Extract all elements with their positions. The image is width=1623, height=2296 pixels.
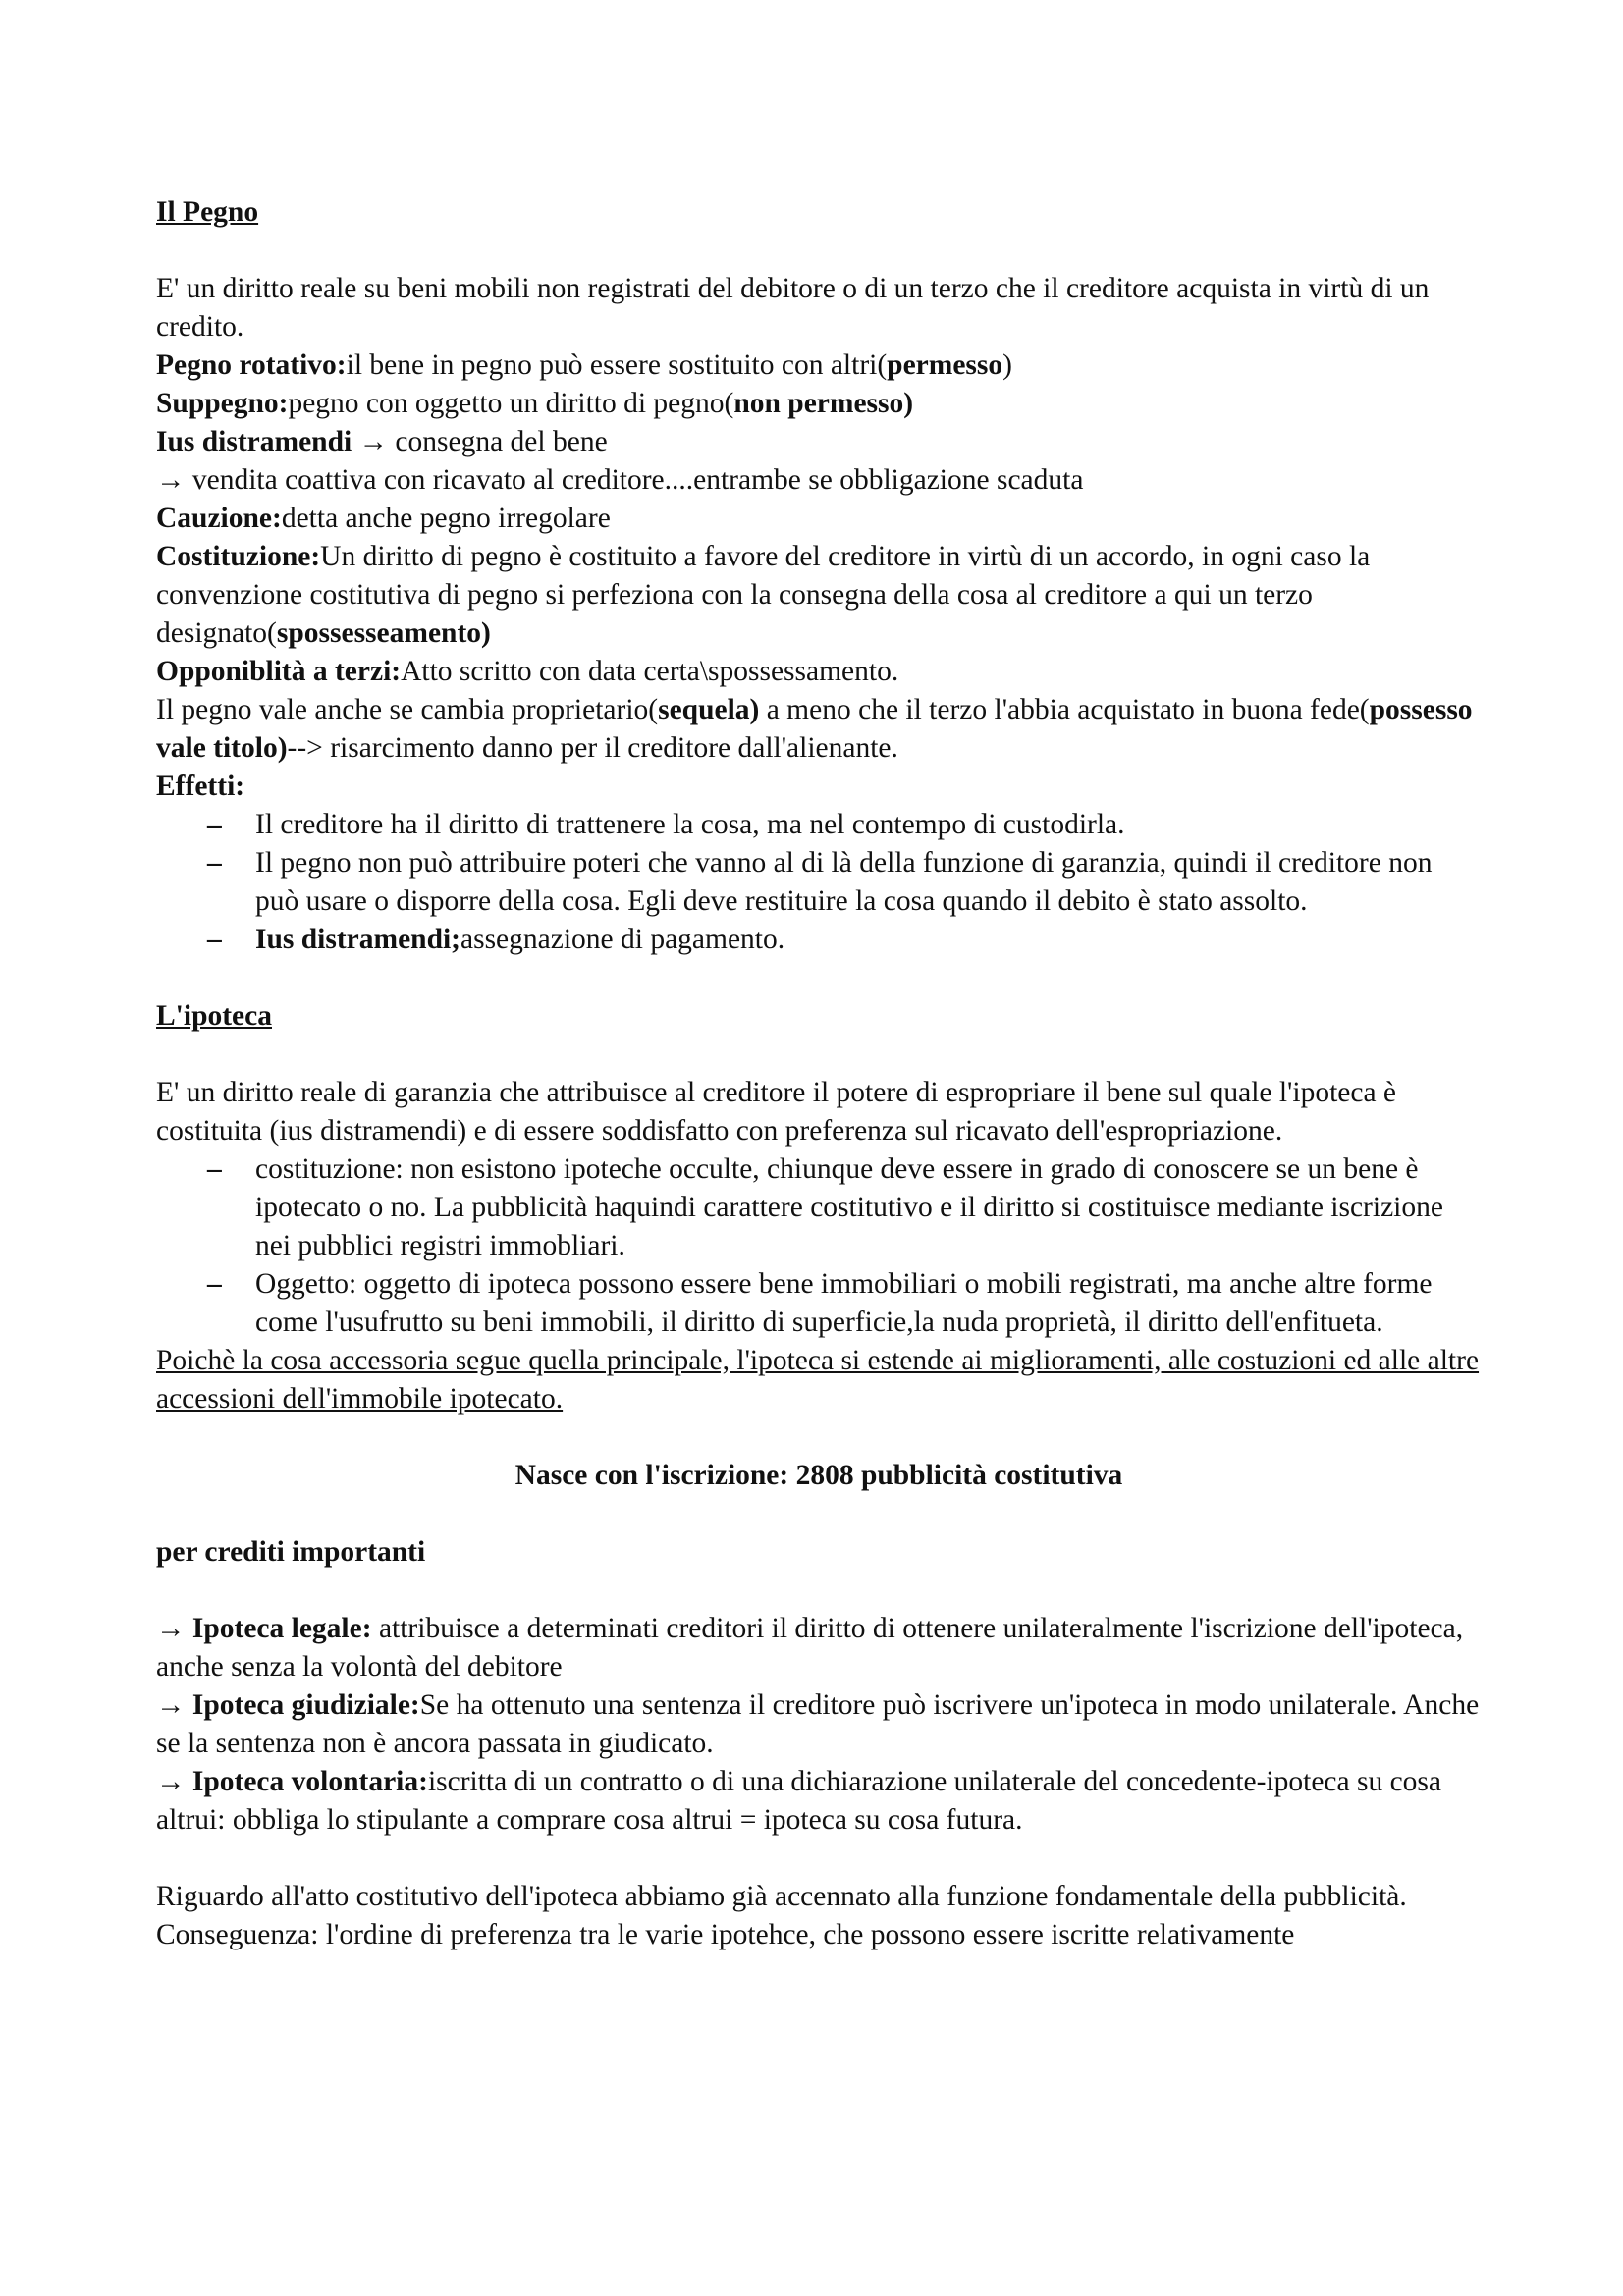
ipoteca-nasce: Nasce con l'iscrizione: 2808 pubblicità costitutiva bbox=[514, 1460, 1123, 1491]
arrow-icon: → bbox=[156, 1613, 192, 1644]
ipoteca-list bbox=[156, 1150, 1482, 1342]
list-item: – Oggetto: oggetto di ipoteca possono essere bene immobiliari o mobili registrati, ma anche altre forme come l'usufrutto su beni immobili, il diritto di superficie,la nuda proprietà, il diritto dell'enfitueta. bbox=[156, 1265, 1482, 1342]
list-item: – Il creditore ha il diritto di trattenere la cosa, ma nel contempo di custodirla. bbox=[156, 806, 1482, 844]
effetti-list bbox=[156, 806, 1482, 959]
arrow-icon: → bbox=[352, 426, 396, 457]
list-item: – Ius distramendi;assegnazione di pagamento. bbox=[156, 921, 1482, 959]
pegno-sequela: Il pegno vale anche se cambia proprietario(sequela) a meno che il terzo l'abbia acquistato in buona fede(possesso vale titolo)--> risarcimento danno per il creditore dall'alienante. bbox=[156, 694, 1473, 764]
ipoteca-volontaria: → Ipoteca volontaria:iscritta di un contratto o di una dichiarazione unilaterale del concedente-ipoteca su cosa altrui: obbliga lo stipulante a comprare cosa altrui = ipoteca su cosa futura. bbox=[156, 1766, 1442, 1836]
pegno-suppegno: Suppegno:pegno con oggetto un diritto di pegno(non permesso) bbox=[156, 388, 914, 419]
ipoteca-crediti: per crediti importanti bbox=[156, 1536, 426, 1568]
effetti-label: Effetti: bbox=[156, 771, 245, 802]
arrow-icon: → bbox=[156, 1766, 192, 1797]
pegno-rotativo: Pegno rotativo:il bene in pegno può essere sostituito con altri(permesso) bbox=[156, 349, 1012, 381]
ipoteca-legale: → Ipoteca legale: attribuisce a determinati creditori il diritto di ottenere unilateralmente l'iscrizione dell'ipoteca, anche senza la volontà del debitore bbox=[156, 1613, 1464, 1682]
ipoteca-conseguenza: Conseguenza: l'ordine di preferenza tra le varie ipotehce, che possono essere iscritte relativamente bbox=[156, 1919, 1295, 1950]
ipoteca-riguardo: Riguardo all'atto costitutivo dell'ipoteca abbiamo già accennato alla funzione fondamentale della pubblicità. bbox=[156, 1881, 1407, 1912]
arrow-icon: → bbox=[156, 1689, 192, 1721]
pegno-ius: Ius distramendi → consegna del bene bbox=[156, 426, 608, 457]
pegno-intro: E' un diritto reale su beni mobili non registrati del debitore o di un terzo che il creditore acquista in virtù di un credito. bbox=[156, 273, 1430, 343]
pegno-opponibilita: Opponiblità a terzi:Atto scritto con data certa\spossessamento. bbox=[156, 656, 899, 687]
document-body bbox=[156, 193, 1482, 1954]
list-item: – costituzione: non esistono ipoteche occulte, chiunque deve essere in grado di conoscere se un bene è ipotecato o no. La pubblicità haquindi carattere costitutivo e il diritto si costituisce mediante iscrizione nei pubblici registri immobliari. bbox=[156, 1150, 1482, 1265]
ipoteca-accessioni: Poichè la cosa accessoria segue quella principale, l'ipoteca si estende ai miglioramenti, alle costuzioni ed alle altre accessioni dell'immobile ipotecato. bbox=[156, 1345, 1480, 1415]
section-title-pegno: Il Pegno bbox=[156, 196, 259, 228]
section-title-ipoteca: L'ipoteca bbox=[156, 1000, 272, 1032]
ipoteca-giudiziale: → Ipoteca giudiziale:Se ha ottenuto una sentenza il creditore può iscrivere un'ipoteca in modo unilaterale. Anche se la sentenza non è ancora passata in giudicato. bbox=[156, 1689, 1480, 1759]
pegno-cauzione: Cauzione:detta anche pegno irregolare bbox=[156, 503, 611, 534]
ipoteca-intro: E' un diritto reale di garanzia che attribuisce al creditore il potere di espropriare il bene sul quale l'ipoteca è costituita (ius distramendi) e di essere soddisfatto con preferenza sul ricavato dell'espropriazione. bbox=[156, 1077, 1397, 1147]
pegno-costituzione: Costituzione:Un diritto di pegno è costituito a favore del creditore in virtù di un accordo, in ogni caso la convenzione costitutiva di pegno si perfeziona con la consegna della cosa al creditore a qui un terzo designato(spossesseamento) bbox=[156, 541, 1371, 649]
list-item: – Il pegno non può attribuire poteri che vanno al di là della funzione di garanzia, quindi il creditore non può usare o disporre della cosa. Egli deve restituire la cosa quando il debito è stato assolto. bbox=[156, 844, 1482, 921]
pegno-vendita: → vendita coattiva con ricavato al creditore....entrambe se obbligazione scaduta bbox=[156, 464, 1084, 496]
